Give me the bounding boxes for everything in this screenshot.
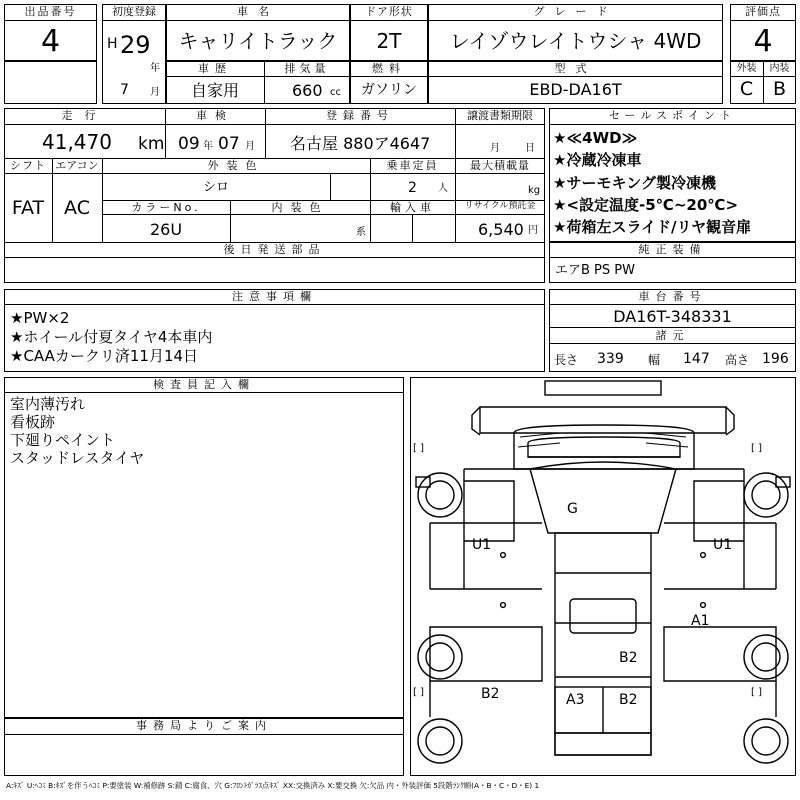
equipment-value: エアB PS PW	[555, 263, 635, 278]
damage-mark-a1: A1	[691, 613, 710, 629]
inspection-month-unit: 月	[245, 141, 255, 152]
chassis-label: 車台番号	[638, 290, 707, 303]
transfer-day: 日	[525, 143, 535, 154]
score-value: 4	[753, 24, 773, 59]
color-label: 外装色	[207, 159, 265, 172]
interior-value: B	[772, 78, 787, 100]
interior-color-label: 内装色	[271, 201, 329, 214]
fuel-label: 燃料	[372, 62, 406, 75]
registration-month: 7	[120, 82, 129, 98]
legend-footer: A:ｷｽﾞ U:ﾍｺﾐ B:ｷｽﾞを伴うﾍｺﾐ P:要塗装 W:補修跡 S:錆 C:腐食、穴 G:ﾌﾛﾝﾄｶﾞﾗｽ点ｷｽﾞ XX:交換済み X:要交換 欠:欠品 内・外装評価 5段階ﾗﾝｸ順(A・B・C・D・E) 1	[6, 781, 540, 790]
capacity-label: 乗車定員	[386, 159, 439, 172]
length-label: 長さ	[554, 353, 579, 367]
displacement-unit: cc	[330, 87, 341, 98]
ac-value: AC	[64, 197, 90, 219]
notes-item: ★PW×2	[10, 309, 70, 327]
displacement-value: 660	[292, 81, 323, 100]
import-label: 輸入車	[390, 201, 435, 214]
model-value: EBD-DA16T	[529, 80, 622, 99]
mileage-unit: km	[138, 134, 165, 154]
capacity-value: 2	[408, 180, 417, 196]
notes-item: ★ホイール付夏タイヤ4本車内	[10, 328, 213, 346]
width-value: 147	[683, 351, 710, 367]
sales-points-label: セールスポイント	[608, 109, 736, 122]
inspector-item: スタッドレスタイヤ	[10, 449, 145, 467]
damage-mark-g: G	[567, 501, 578, 517]
history-label: 車歴	[198, 62, 232, 75]
notes-item: ★CAAカークリ済11月14日	[10, 347, 199, 365]
transfer-label: 譲渡書類期限	[467, 109, 533, 122]
shift-label: シフト	[10, 159, 46, 172]
registration-year: 29	[120, 31, 151, 59]
inspection-year-unit: 年	[203, 141, 213, 152]
grade-label: グレード	[533, 5, 618, 18]
height-value: 196	[762, 351, 789, 367]
lot-number-label: 出品番号	[24, 5, 77, 18]
damage-mark-a3: A3	[566, 692, 585, 708]
mileage-value: 41,470	[42, 130, 112, 154]
lot-number-blank	[4, 61, 97, 104]
color-number-label: カラーNo.	[131, 201, 201, 214]
bracket-front-right: [ ]	[751, 443, 762, 454]
plate-label: 登録番号	[326, 109, 394, 122]
notes-label: 注意事項欄	[232, 290, 317, 303]
damage-mark-b2-rear-left: B2	[481, 686, 500, 702]
inspector-item: 室内薄汚れ	[10, 395, 86, 413]
parts-label: 後日発送部品	[223, 243, 326, 256]
equipment-label: 純正装備	[638, 243, 707, 256]
registration-month-unit: 月	[150, 87, 160, 98]
inspection-label: 車検	[196, 109, 234, 122]
fuel-value: ガソリン	[361, 82, 417, 98]
inspection-year: 09	[178, 134, 200, 154]
recycle-value: 6,540	[478, 220, 524, 239]
damage-mark-b2-rear: B2	[619, 692, 638, 708]
interior-color-unit: 系	[356, 227, 366, 238]
chassis-number: DA16T-348331	[613, 307, 732, 326]
door-type-label: ドア形状	[365, 5, 413, 18]
registration-era: H	[107, 36, 118, 52]
height-label: 高さ	[725, 353, 750, 367]
sales-point-item: ★<設定温度-5℃~20℃>	[553, 196, 739, 214]
color-number-value: 26U	[149, 220, 183, 239]
width-label: 幅	[648, 353, 661, 367]
inspector-item: 下廻りペイント	[10, 431, 116, 449]
vehicle-diagram	[410, 377, 796, 776]
inspection-month: 07	[218, 134, 240, 154]
inspector-label: 検査員記入欄	[153, 378, 255, 391]
exterior-label: 外装	[736, 63, 757, 74]
sales-point-item: ★荷箱左スライド/リヤ観音扉	[553, 218, 752, 236]
bracket-front-left: [ ]	[413, 443, 424, 454]
transfer-month: 月	[490, 143, 500, 154]
load-label: 最大積載量	[470, 159, 530, 172]
bracket-rear-left: [ ]	[413, 687, 424, 698]
displacement-label: 排気量	[284, 62, 330, 75]
sales-point-item: ★≪4WD≫	[553, 129, 638, 147]
score-label: 評価点	[745, 5, 781, 18]
inspector-item: 看板跡	[10, 413, 56, 431]
sales-point-item: ★サーモキング製冷凍機	[553, 174, 716, 192]
recycle-unit: 円	[528, 225, 538, 236]
sales-point-item: ★冷蔵冷凍車	[553, 151, 642, 169]
load-unit: kg	[528, 185, 541, 196]
plate-value: 名古屋 880ア4647	[290, 134, 431, 153]
car-name-label: 車名	[237, 5, 279, 18]
shift-value: FAT	[11, 197, 45, 219]
interior-label: 内装	[769, 63, 790, 74]
door-type-value: 2T	[376, 29, 402, 53]
inspector-box	[4, 377, 404, 718]
model-label: 型式	[554, 62, 597, 75]
capacity-unit: 人	[438, 183, 448, 194]
damage-mark-u1-right: U1	[713, 537, 733, 553]
length-value: 339	[597, 351, 624, 367]
recycle-label: リサイクル預託金	[464, 201, 536, 211]
damage-mark-u1-left: U1	[472, 537, 492, 553]
mileage-label: 走行	[61, 109, 108, 122]
office-notice-label: 事務局よりご案内	[136, 719, 272, 732]
registration-label: 初度登録	[112, 5, 156, 18]
ac-label: エアコン	[55, 159, 99, 172]
history-value: 自家用	[190, 81, 239, 100]
car-name-value: キャリイトラック	[178, 29, 338, 53]
color-value: シロ	[202, 180, 229, 195]
grade-value: レイゾウレイトウシャ 4WD	[449, 29, 702, 53]
bracket-rear-right: [ ]	[751, 687, 762, 698]
registration-year-unit: 年	[150, 63, 160, 74]
exterior-value: C	[739, 78, 754, 100]
specs-label: 諸元	[655, 329, 690, 342]
lot-number-value: 4	[40, 24, 61, 59]
damage-mark-b2-bed: B2	[619, 650, 638, 666]
